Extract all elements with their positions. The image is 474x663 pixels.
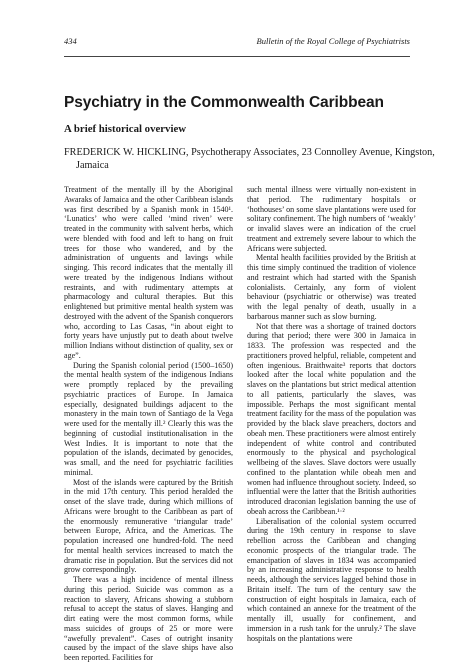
author-line: FREDERICK W. HICKLING, Psychotherapy Associates, 23 Connolley Avenue, Kingston, (64, 147, 435, 158)
paragraph: Treatment of the mentally ill by the Aboriginal Awaraks of Jamaica and the other Caribbean islands was first described by a Spanish monk in 1540¹. ‘Lunatics’ who were called ‘mind riven’ were treated in the community with salvent herbs, which were blended with food and left to hang on fruit trees for those who wandered, and by the administration of unguents and lavings while singing. This record indicates that the mentally ill were treated by the indigenous Indians without restraints, and with rudimentary attempts at pharmacology and cultural therapies. But this enlightened but primitive mental health system was destroyed with the advent of the Spanish conquerors who, according to Las Casas, “in about eight to forty years have unjustly put to death about twelve million Indians without distinction of quality, sex or age”. (64, 185, 233, 360)
author-affiliation (64, 146, 435, 172)
paragraph: Liberalisation of the colonial system occurred during the 19th century in response to slave rebellion across the Caribbean and changing economic prospects of the triangular trade. The emancipation of slaves in 1834 was accompanied by an increasing administrative response to health needs, although the services lagged behind those in Britain itself. The turn of the century saw the construction of eight hospitals in Jamaica, each of which contained an annexe for the treatment of the mentally ill, usually for confinement, and immersion in a rush tank for the unruly.² The slave hospitals on the plantations were (247, 516, 416, 643)
paragraph: such mental illness were virtually non-existent in that period. The rudimentary hospitals or ‘hothouses’ on some slave plantations were used for solitary confinement. The high numbers of ‘weakly’ or invalid slaves were an indication of the cruel treatment and extremely severe labour to which the Africans were subjected. (247, 185, 416, 253)
journal-title: Bulletin of the Royal College of Psychiatrists (256, 36, 410, 46)
running-header (64, 36, 410, 48)
paragraph: There was a high incidence of mental illness during this period. Suicide was common as a reaction to slavery, Africans showing a stubborn refusal to accept the status of slaves. Hanging and dirt eating were the most common forms, while mass suicides of groups of 25 or more were “awefully prevalent”. Cases of outright insanity caused by the impact of the slave ships have also been reported. Facilities for (64, 575, 233, 662)
paragraph: During the Spanish colonial period (1500–1650) the mental health system of the indigenous Indians were promptly replaced by the prevailing psychiatric practices of Europe. In Jamaica especially, designated buildings adjacent to the monastery in the main town of Santiago de la Vega were used for the mentally ill.² Clearly this was the beginning of custodial institutionalisation in the West Indies. It is important to note that the population of the islands, decimated by genocides, was small, and the need for psychiatric facilities minimal. (64, 360, 233, 477)
header-rule (64, 56, 410, 57)
paragraph: Mental health facilities provided by the British at this time simply continued the tradition of violence and restraint which had started with the Spanish colonialists. Certainly, any form of violent behaviour (psychiatric or otherwise) was treated with the legal penalty of death, usually in a barbarous manner such as slow burning. (247, 253, 416, 321)
left-column (64, 185, 233, 663)
paragraph: Not that there was a shortage of trained doctors during that period; there were 300 in Jamaica in 1833. The profession was respected and the practitioners proved helpful, reliable, competent and often ingenious. Braithwaite³ reports that doctors looked after the local white population and the slaves on the plantations but strict medical attention to all patients, particularly the slaves, was impossible. Perhaps the most significant mental treatment facility for the mass of the population was provided by the black slave preachers, doctors and obeah men. These practitioners were almost entirely independent of white control and contributed enormously to the physical and psychological wellbeing of the slaves. Slave doctors were usually confined to the plantation while obeah men and women had influence throughout society. Indeed, so influential were the latter that the British authorities introduced draconian legislation banning the use of obeah across the Caribbean.¹·² (247, 321, 416, 516)
article-title: Psychiatry in the Commonwealth Caribbean (64, 94, 384, 111)
page-number: 434 (64, 36, 77, 46)
article-subtitle: A brief historical overview (64, 123, 187, 135)
right-column (247, 185, 416, 643)
author-location: Jamaica (76, 160, 109, 171)
paragraph: Most of the islands were captured by the British in the mid 17th century. This period heralded the onset of the slave trade, during which millions of Africans were brought to the Caribbean as part of the enormously remunerative ‘triangular trade’ between Europe, Africa, and the Americas. The population increased one hundred-fold. The need for mental health services increased to match the dramatic rise in population. But the services did not grow correspondingly. (64, 477, 233, 575)
